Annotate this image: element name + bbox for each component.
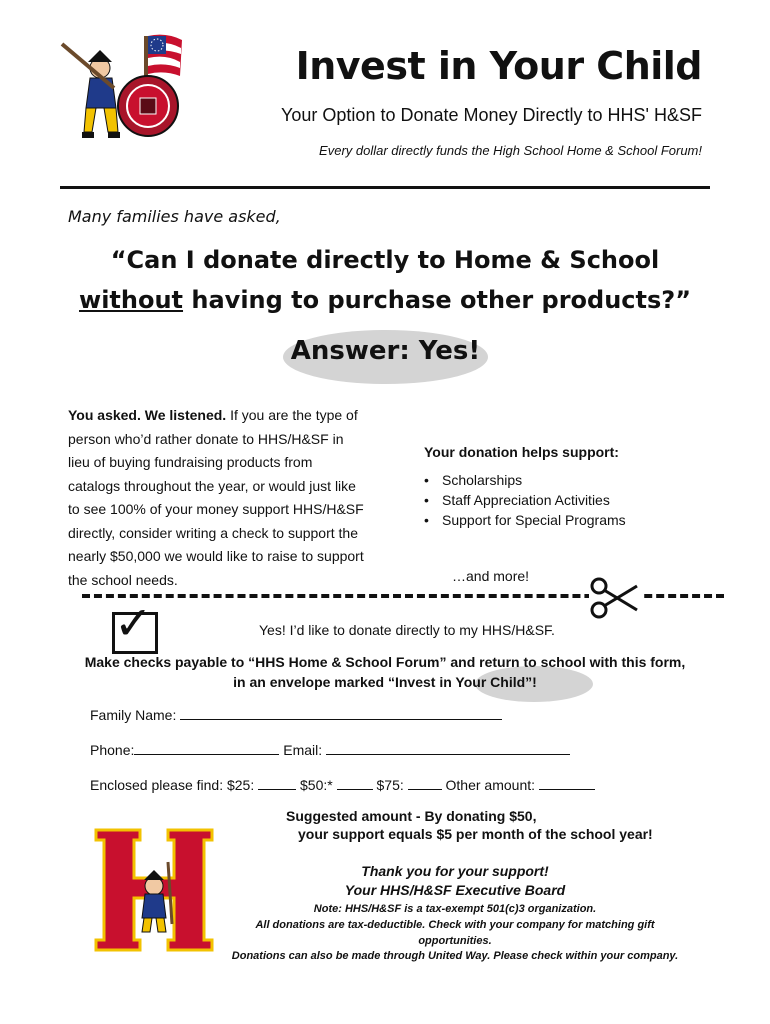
- suggested-line-1: Suggested amount - By donating $50,: [286, 808, 537, 824]
- family-name-label: Family Name:: [90, 707, 177, 723]
- thanks-line-2: Your HHS/H&SF Executive Board: [344, 882, 566, 898]
- page-title: Invest in Your Child: [295, 44, 702, 88]
- intro-text: Many families have asked,: [68, 207, 281, 226]
- amount-50-label: $50:*: [300, 777, 333, 793]
- other-amount-field[interactable]: [539, 777, 595, 790]
- note-line-2: All donations are tax-deductible. Check with your company for matching gift opportunities.: [255, 919, 655, 947]
- checkmark-icon: ✓: [114, 596, 153, 650]
- question-line-2: [60, 280, 710, 320]
- support-list: [424, 470, 626, 530]
- and-more-text: …and more!: [452, 568, 530, 584]
- amount-75-field[interactable]: [408, 777, 442, 790]
- amount-25-field[interactable]: [258, 777, 296, 790]
- payable-line-2: in an envelope marked “Invest in Your Child”!: [233, 674, 537, 690]
- other-amount-label: Other amount:: [445, 777, 536, 793]
- header-divider: [60, 186, 710, 189]
- support-heading: Your donation helps support:: [424, 444, 619, 460]
- answer-text: Answer: Yes!: [290, 336, 481, 366]
- question-line-1: “Can I donate directly to Home & School: [110, 246, 660, 274]
- asked-lead: You asked. We listened.: [68, 407, 227, 423]
- family-name-field[interactable]: [180, 707, 502, 720]
- asked-body: If you are the type of person who’d rather donate to HHS/H&SF in lieu of buying fundraising products from catalogs throughout the year, or would just like to see 100% of your money support HHS/H&SF directly, consider writing a check to support the nearly $50,000 we would like to raise to support the school needs.: [68, 407, 364, 588]
- asked-paragraph: [68, 404, 368, 592]
- contact-row: [90, 742, 570, 758]
- donate-checkbox-label: Yes! I’d like to donate directly to my HHS/H&SF.: [259, 622, 555, 638]
- page-tagline: Every dollar directly funds the High School Home & School Forum!: [319, 143, 702, 158]
- enclosed-label: Enclosed please find:: [90, 777, 224, 793]
- scissors-icon: [589, 576, 641, 620]
- phone-field[interactable]: [134, 742, 279, 755]
- list-item: • Scholarships: [424, 470, 626, 490]
- note-line-1: Note: HHS/H&SF is a tax-exempt 501(c)3 organization.: [313, 903, 597, 915]
- question-underlined-word: without: [79, 286, 184, 314]
- phone-label: Phone:: [90, 742, 135, 758]
- suggested-line-2: your support equals $5 per month of the school year!: [298, 826, 653, 842]
- amount-row: [90, 777, 595, 793]
- question-line-2-rest: having to purchase other products?”: [183, 286, 691, 314]
- email-field[interactable]: [326, 742, 570, 755]
- page-subtitle: Your Option to Donate Money Directly to HHS' H&SF: [281, 105, 702, 125]
- list-item: • Staff Appreciation Activities: [424, 490, 626, 510]
- family-name-row: [90, 707, 502, 723]
- amount-75-label: $75:: [376, 777, 404, 793]
- patriot-mascot-logo: [56, 28, 186, 148]
- amount-25-label: $25:: [226, 777, 255, 793]
- payable-line-1: Make checks payable to “HHS Home & School Forum” and return to school with this form,: [84, 654, 686, 670]
- email-label: Email:: [283, 742, 323, 758]
- h-logo: [94, 828, 214, 952]
- thanks-line-1: Thank you for your support!: [361, 863, 549, 879]
- note-line-3: Donations can also be made through United Way. Please check within your company.: [231, 950, 679, 962]
- list-item: • Support for Special Programs: [424, 510, 626, 530]
- amount-50-field[interactable]: [337, 777, 373, 790]
